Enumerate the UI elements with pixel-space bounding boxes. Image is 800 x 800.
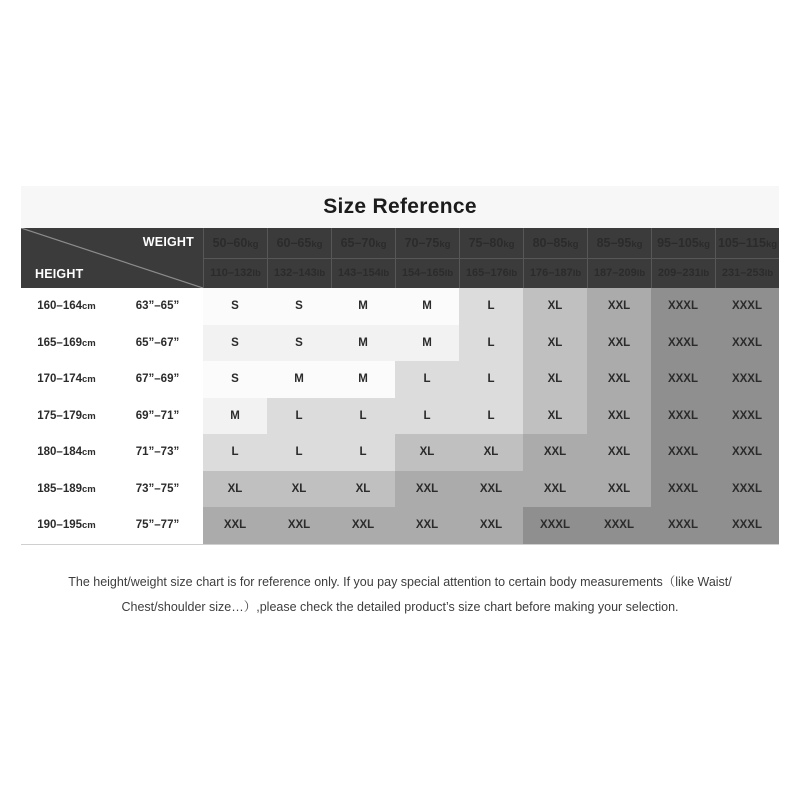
row-header-cm-unit: cm	[82, 337, 96, 349]
size-cell: XXL	[459, 471, 523, 508]
column-header-lb: 132–143lb	[267, 259, 331, 288]
column-header	[523, 228, 587, 288]
size-cell: XXXL	[651, 434, 715, 471]
size-cell: XXXL	[651, 471, 715, 508]
table-row	[21, 471, 779, 508]
row-header-inch: 75”–77”	[112, 507, 203, 544]
column-header	[459, 228, 523, 288]
size-cell: XL	[395, 434, 459, 471]
column-header	[651, 228, 715, 288]
size-cell: XXL	[395, 471, 459, 508]
row-header-cm	[21, 434, 112, 471]
column-header-lb: 110–132lb	[203, 259, 267, 288]
size-cell: XXL	[331, 507, 395, 544]
row-header-inch: 69”–71”	[112, 398, 203, 435]
size-cell: M	[267, 361, 331, 398]
size-cell: XXXL	[651, 361, 715, 398]
row-header-cm-value: 180–184	[37, 446, 83, 459]
table-row	[21, 398, 779, 435]
size-table-body	[21, 288, 779, 544]
size-cell: XXL	[587, 434, 651, 471]
row-header-cm	[21, 507, 112, 544]
column-header-kg: 75–80kg	[459, 228, 523, 259]
size-cell: M	[203, 398, 267, 435]
size-cell: XL	[459, 434, 523, 471]
size-cell: L	[459, 325, 523, 362]
row-header-cm	[21, 361, 112, 398]
row-header-cm-value: 160–164	[37, 300, 83, 313]
column-header	[331, 228, 395, 288]
size-cell: XXXL	[715, 361, 779, 398]
row-header-cm	[21, 471, 112, 508]
size-cell: XXXL	[587, 507, 651, 544]
row-header-cm	[21, 398, 112, 435]
column-header-kg: 60–65kg	[267, 228, 331, 259]
column-header	[715, 228, 779, 288]
size-cell: L	[459, 288, 523, 325]
size-cell: L	[459, 361, 523, 398]
size-table-head	[21, 228, 779, 288]
size-cell: L	[331, 398, 395, 435]
size-cell: XXL	[587, 471, 651, 508]
size-cell: M	[331, 325, 395, 362]
column-header-lb: 231–253lb	[715, 259, 779, 288]
size-cell: XXXL	[651, 507, 715, 544]
disclaimer-note	[21, 570, 779, 620]
size-cell: XXL	[523, 471, 587, 508]
table-row	[21, 434, 779, 471]
height-axis-label: HEIGHT	[35, 267, 84, 281]
table-row	[21, 325, 779, 362]
size-cell: M	[395, 288, 459, 325]
size-cell: XXXL	[651, 325, 715, 362]
row-header-cm-unit: cm	[82, 374, 96, 386]
size-cell: XXXL	[523, 507, 587, 544]
column-header	[395, 228, 459, 288]
disclaimer-line-2: Chest/shoulder size…）,please check the detailed product’s size chart before making your selection.	[121, 600, 679, 614]
column-header-lb: 165–176lb	[459, 259, 523, 288]
size-cell: XL	[203, 471, 267, 508]
table-row	[21, 361, 779, 398]
size-cell: XXL	[267, 507, 331, 544]
size-cell: S	[203, 325, 267, 362]
size-cell: XL	[331, 471, 395, 508]
size-cell: S	[203, 288, 267, 325]
size-cell: XXXL	[715, 507, 779, 544]
row-header-cm-unit: cm	[82, 447, 96, 459]
column-header-kg: 95–105kg	[651, 228, 715, 259]
size-cell: XXL	[587, 288, 651, 325]
row-header-cm-value: 165–169	[37, 336, 83, 349]
size-cell: L	[395, 361, 459, 398]
size-cell: L	[459, 398, 523, 435]
row-header-cm-unit: cm	[82, 410, 96, 422]
size-cell: L	[267, 398, 331, 435]
column-header-kg: 80–85kg	[523, 228, 587, 259]
column-header-kg: 50–60kg	[203, 228, 267, 259]
row-header-cm-value: 190–195	[37, 519, 83, 532]
disclaimer-line-1: The height/weight size chart is for reference only. If you pay special attention to certain body measurements（like Waist/	[68, 575, 732, 589]
column-header-lb: 176–187lb	[523, 259, 587, 288]
page-title: Size Reference	[323, 195, 477, 218]
row-header-cm-unit: cm	[82, 520, 96, 532]
row-header-inch: 73”–75”	[112, 471, 203, 508]
chart-title-bar	[21, 186, 779, 228]
row-header-cm-unit: cm	[82, 301, 96, 313]
column-header	[267, 228, 331, 288]
column-header-kg: 65–70kg	[331, 228, 395, 259]
column-header-kg: 105–115kg	[715, 228, 779, 259]
size-cell: XXXL	[715, 288, 779, 325]
row-header-inch: 63”–65”	[112, 288, 203, 325]
column-header-kg: 85–95kg	[587, 228, 651, 259]
row-header-inch: 65”–67”	[112, 325, 203, 362]
weight-axis-label: WEIGHT	[142, 235, 194, 249]
size-cell: XL	[523, 288, 587, 325]
column-header	[587, 228, 651, 288]
column-header-kg: 70–75kg	[395, 228, 459, 259]
size-cell: XXL	[523, 434, 587, 471]
size-cell: S	[203, 361, 267, 398]
column-header	[203, 228, 267, 288]
size-cell: XXL	[395, 507, 459, 544]
size-cell: XL	[523, 325, 587, 362]
size-cell: S	[267, 288, 331, 325]
row-header-cm	[21, 288, 112, 325]
size-cell: XL	[267, 471, 331, 508]
size-cell: XXL	[587, 325, 651, 362]
row-header-inch: 67”–69”	[112, 361, 203, 398]
row-header-inch: 71”–73”	[112, 434, 203, 471]
row-header-cm-value: 175–179	[37, 409, 83, 422]
column-header-lb: 209–231lb	[651, 259, 715, 288]
row-header-cm-unit: cm	[82, 483, 96, 495]
table-row	[21, 288, 779, 325]
size-cell: XL	[523, 398, 587, 435]
size-cell: XXXL	[651, 398, 715, 435]
row-header-cm-value: 170–174	[37, 373, 83, 386]
column-header-lb: 143–154lb	[331, 259, 395, 288]
row-header-cm-value: 185–189	[37, 482, 83, 495]
size-cell: M	[395, 325, 459, 362]
row-header-cm	[21, 325, 112, 362]
size-cell: S	[267, 325, 331, 362]
size-cell: XXL	[587, 398, 651, 435]
size-cell: L	[203, 434, 267, 471]
size-cell: L	[267, 434, 331, 471]
size-cell: L	[395, 398, 459, 435]
size-cell: L	[331, 434, 395, 471]
size-cell: XXL	[587, 361, 651, 398]
column-header-lb: 187–209lb	[587, 259, 651, 288]
size-cell: XL	[523, 361, 587, 398]
size-cell: M	[331, 288, 395, 325]
table-corner-cell	[21, 228, 203, 288]
size-cell: XXL	[203, 507, 267, 544]
size-reference-chart	[21, 186, 779, 620]
size-cell: XXXL	[715, 471, 779, 508]
size-cell: XXXL	[651, 288, 715, 325]
column-header-lb: 154–165lb	[395, 259, 459, 288]
table-row	[21, 507, 779, 544]
size-cell: M	[331, 361, 395, 398]
size-table	[21, 228, 779, 545]
size-cell: XXXL	[715, 398, 779, 435]
size-cell: XXXL	[715, 434, 779, 471]
size-cell: XXL	[459, 507, 523, 544]
table-header-row	[21, 228, 779, 288]
size-cell: XXXL	[715, 325, 779, 362]
